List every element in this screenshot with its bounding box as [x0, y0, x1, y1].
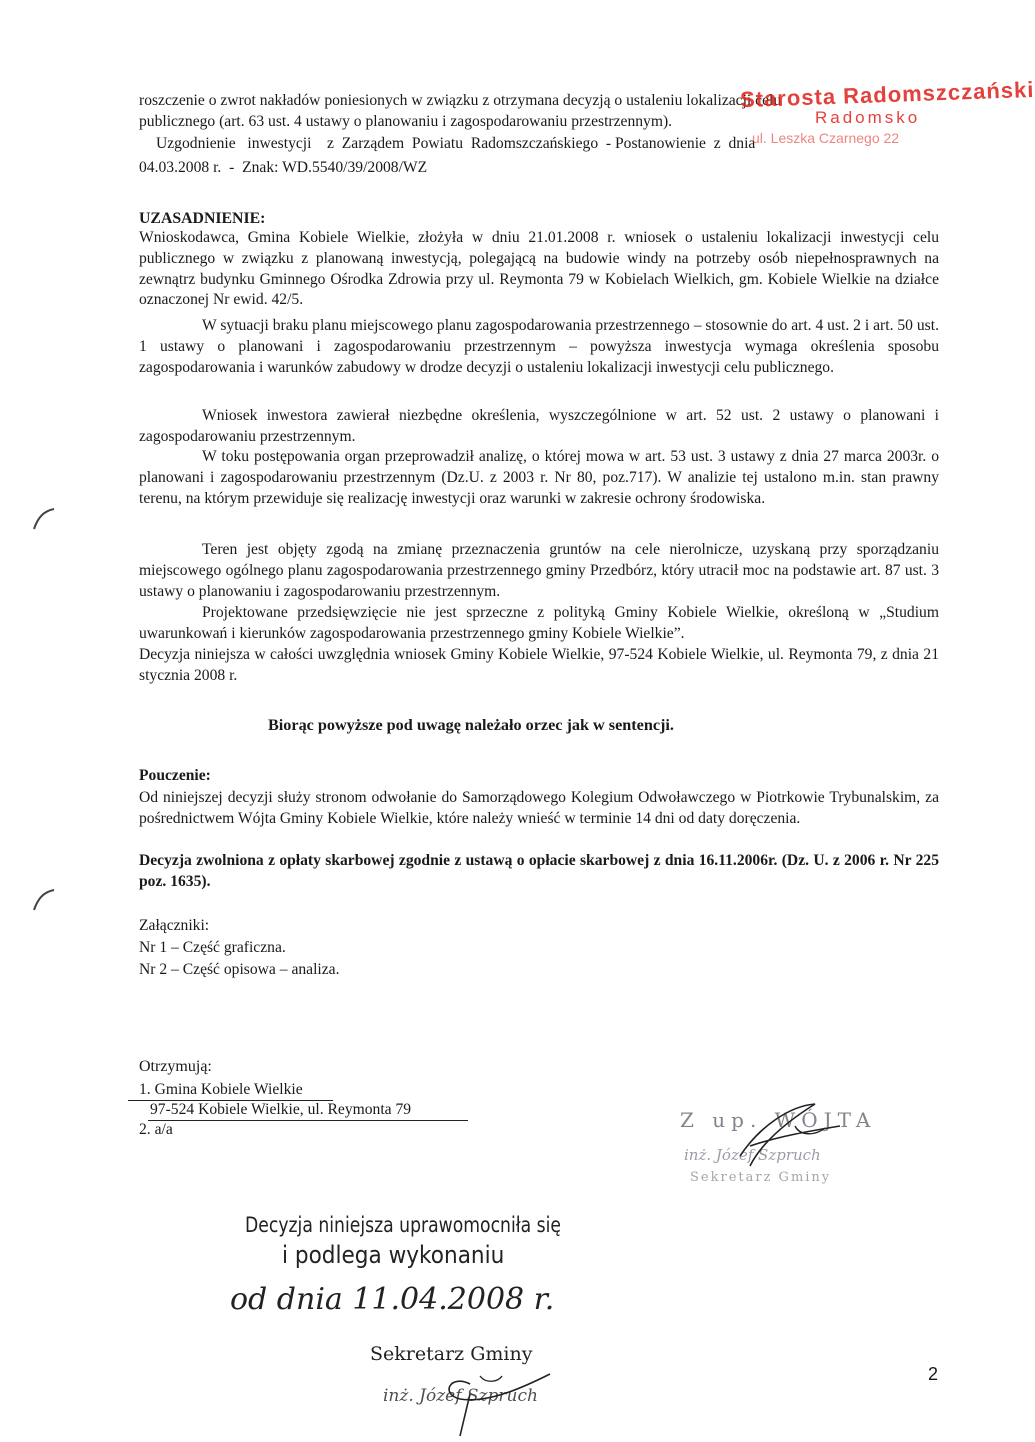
paragraph: W sytuacji braku planu miejscowego planu zagospodarowania przestrzennego – stosownie do art. 4 ust. 2 i art. 50 ust. 1 ustawy o planowani i zagospodarowaniu przestrzennym – powyższa inwestycja wymaga określenia sposobu zagospodarowania i warunków zabudowy w drodze decyzji o ustaleniu lokalizacji inwestycji celu publicznego.	[139, 317, 939, 376]
text-line: 04.03.2008 r. - Znak: WD.5540/39/2008/WZ	[139, 159, 428, 176]
validity-stamp-line: Decyzja niniejsza uprawomocniła się	[245, 1213, 562, 1237]
bottom-stamp-line: inż. Józef Szpruch	[383, 1386, 538, 1406]
paragraph: Od niniejszej decyzji służy stronom odwołanie do Samorządowego Kolegium Odwoławczego w Piotrkowie Trybunalskim, za pośrednictwem Wójta Gminy Kobiele Wielkie, które należy wnieść w terminie 14 dni od daty doręczenia.	[139, 789, 939, 827]
attachment-item: Nr 2 – Część opisowa – analiza.	[139, 961, 340, 978]
section-heading: UZASADNIENIE:	[139, 210, 266, 227]
office-stamp-address: ul. Leszka Czarnego 22	[752, 130, 900, 146]
signature-stamp-line: Z up. WÓJTA	[680, 1108, 877, 1132]
attachment-item: Nr 1 – Część graficzna.	[139, 939, 286, 956]
recipient-line: 2. a/a	[139, 1121, 173, 1138]
handwritten-signature-icon	[430, 1354, 560, 1439]
handwritten-signature-icon	[720, 1096, 860, 1176]
bottom-stamp-line: Sekretarz Gminy	[370, 1343, 533, 1365]
scan-mark-icon	[30, 505, 60, 535]
signature-stamp-line: inż. Józef Szpruch	[684, 1146, 821, 1164]
paragraph: Decyzja niniejsza w całości uwzględnia wniosek Gminy Kobiele Wielkie, 97-524 Kobiele Wielkie, ul. Reymonta 79, z dnia 21 stycznia 2008 r.	[139, 646, 939, 684]
paragraph: Wnioskodawca, Gmina Kobiele Wielkie, złożyła w dniu 21.01.2008 r. wniosek o ustaleniu lokalizacji inwestycji celu publicznego w związku z planowaną inwestycją, polegającą na budowie windy na potrzeby osób niepełnosprawnych na zewnątrz budynku Gminnego Ośrodka Zdrowia przy ul. Reymonta 79 w Kobielach Wielkich, gm. Kobiele Wielkie na działce oznaczonej Nr ewid. 42/5.	[139, 229, 939, 309]
office-stamp-city: Radomsko	[815, 108, 921, 127]
recipient-line: 1. Gmina Kobiele Wielkie	[139, 1081, 303, 1098]
paragraph: W toku postępowania organ przeprowadził analizę, o której mowa w art. 53 ust. 3 ustawy z dnia 27 marca 2003r. o planowani i zagospodarowaniu przestrzennym (Dz.U. z 2003 r. Nr 80, poz.717). W analizie tej ustalono m.in. stan prawny terenu, na którym przewiduje się realizację inwestycji oraz warunki w zakresie ochrony środowiska.	[139, 448, 939, 507]
recipients-heading: Otrzymują:	[139, 1058, 212, 1075]
underline-rule	[148, 1120, 468, 1121]
office-stamp-title: Starosta Radomszczański	[739, 76, 1035, 113]
scan-mark-icon	[30, 886, 60, 916]
validity-stamp-line: i podlega wykonaniu	[282, 1241, 505, 1269]
validity-date-handwritten: od dnia 11.04.2008 r.	[230, 1282, 555, 1317]
fee-note: Decyzja zwolniona z opłaty skarbowej zgodnie z ustawą o opłacie skarbowej z dnia 16.11.2006r. (Dz. U. z 2006 r. Nr 225 poz. 1635).	[139, 852, 939, 890]
signature-stamp-line: Sekretarz Gminy	[690, 1170, 832, 1185]
recipient-line: 97-524 Kobiele Wielkie, ul. Reymonta 79	[150, 1101, 412, 1118]
section-heading: Pouczenie:	[139, 767, 211, 784]
paragraph: Wniosek inwestora zawierał niezbędne określenia, wyszczególnione w art. 52 ust. 2 ustawy o planowani i zagospodarowaniu przestrzennym.	[139, 407, 939, 445]
paragraph: Projektowane przedsięwzięcie nie jest sprzeczne z polityką Gminy Kobiele Wielkie, określoną w „Studium uwarunkowań i kierunków zagospodarowania przestrzennego gminy Kobiele Wielkie”.	[139, 604, 939, 642]
text-line: publicznego (art. 63 ust. 4 ustawy o planowaniu i zagospodarowaniu przestrzennym).	[139, 113, 673, 130]
paragraph: Teren jest objęty zgodą na zmianę przeznaczenia gruntów na cele nierolnicze, uzyskaną przy sporządzaniu miejscowego ogólnego planu zagospodarowania przestrzennego gminy Przedbórz, który utracił moc na podstawie art. 87 ust. 3 ustawy o planowaniu i zagospodarowaniu przestrzennym.	[139, 541, 939, 600]
conclusion: Biorąc powyższe pod uwagę należało orzec jak w sentencji.	[268, 716, 674, 734]
text-line: roszczenie o zwrot nakładów poniesionych w związku z otrzymana decyzją o ustaleniu lokalizacji celu	[139, 92, 782, 109]
text-line: Uzgodnienie inwestycji z Zarządem Powiatu Radomszczańskiego - Postanowienie z dnia	[156, 135, 756, 152]
page-number: 2	[928, 1364, 939, 1384]
attachments-heading: Załączniki:	[139, 917, 210, 934]
